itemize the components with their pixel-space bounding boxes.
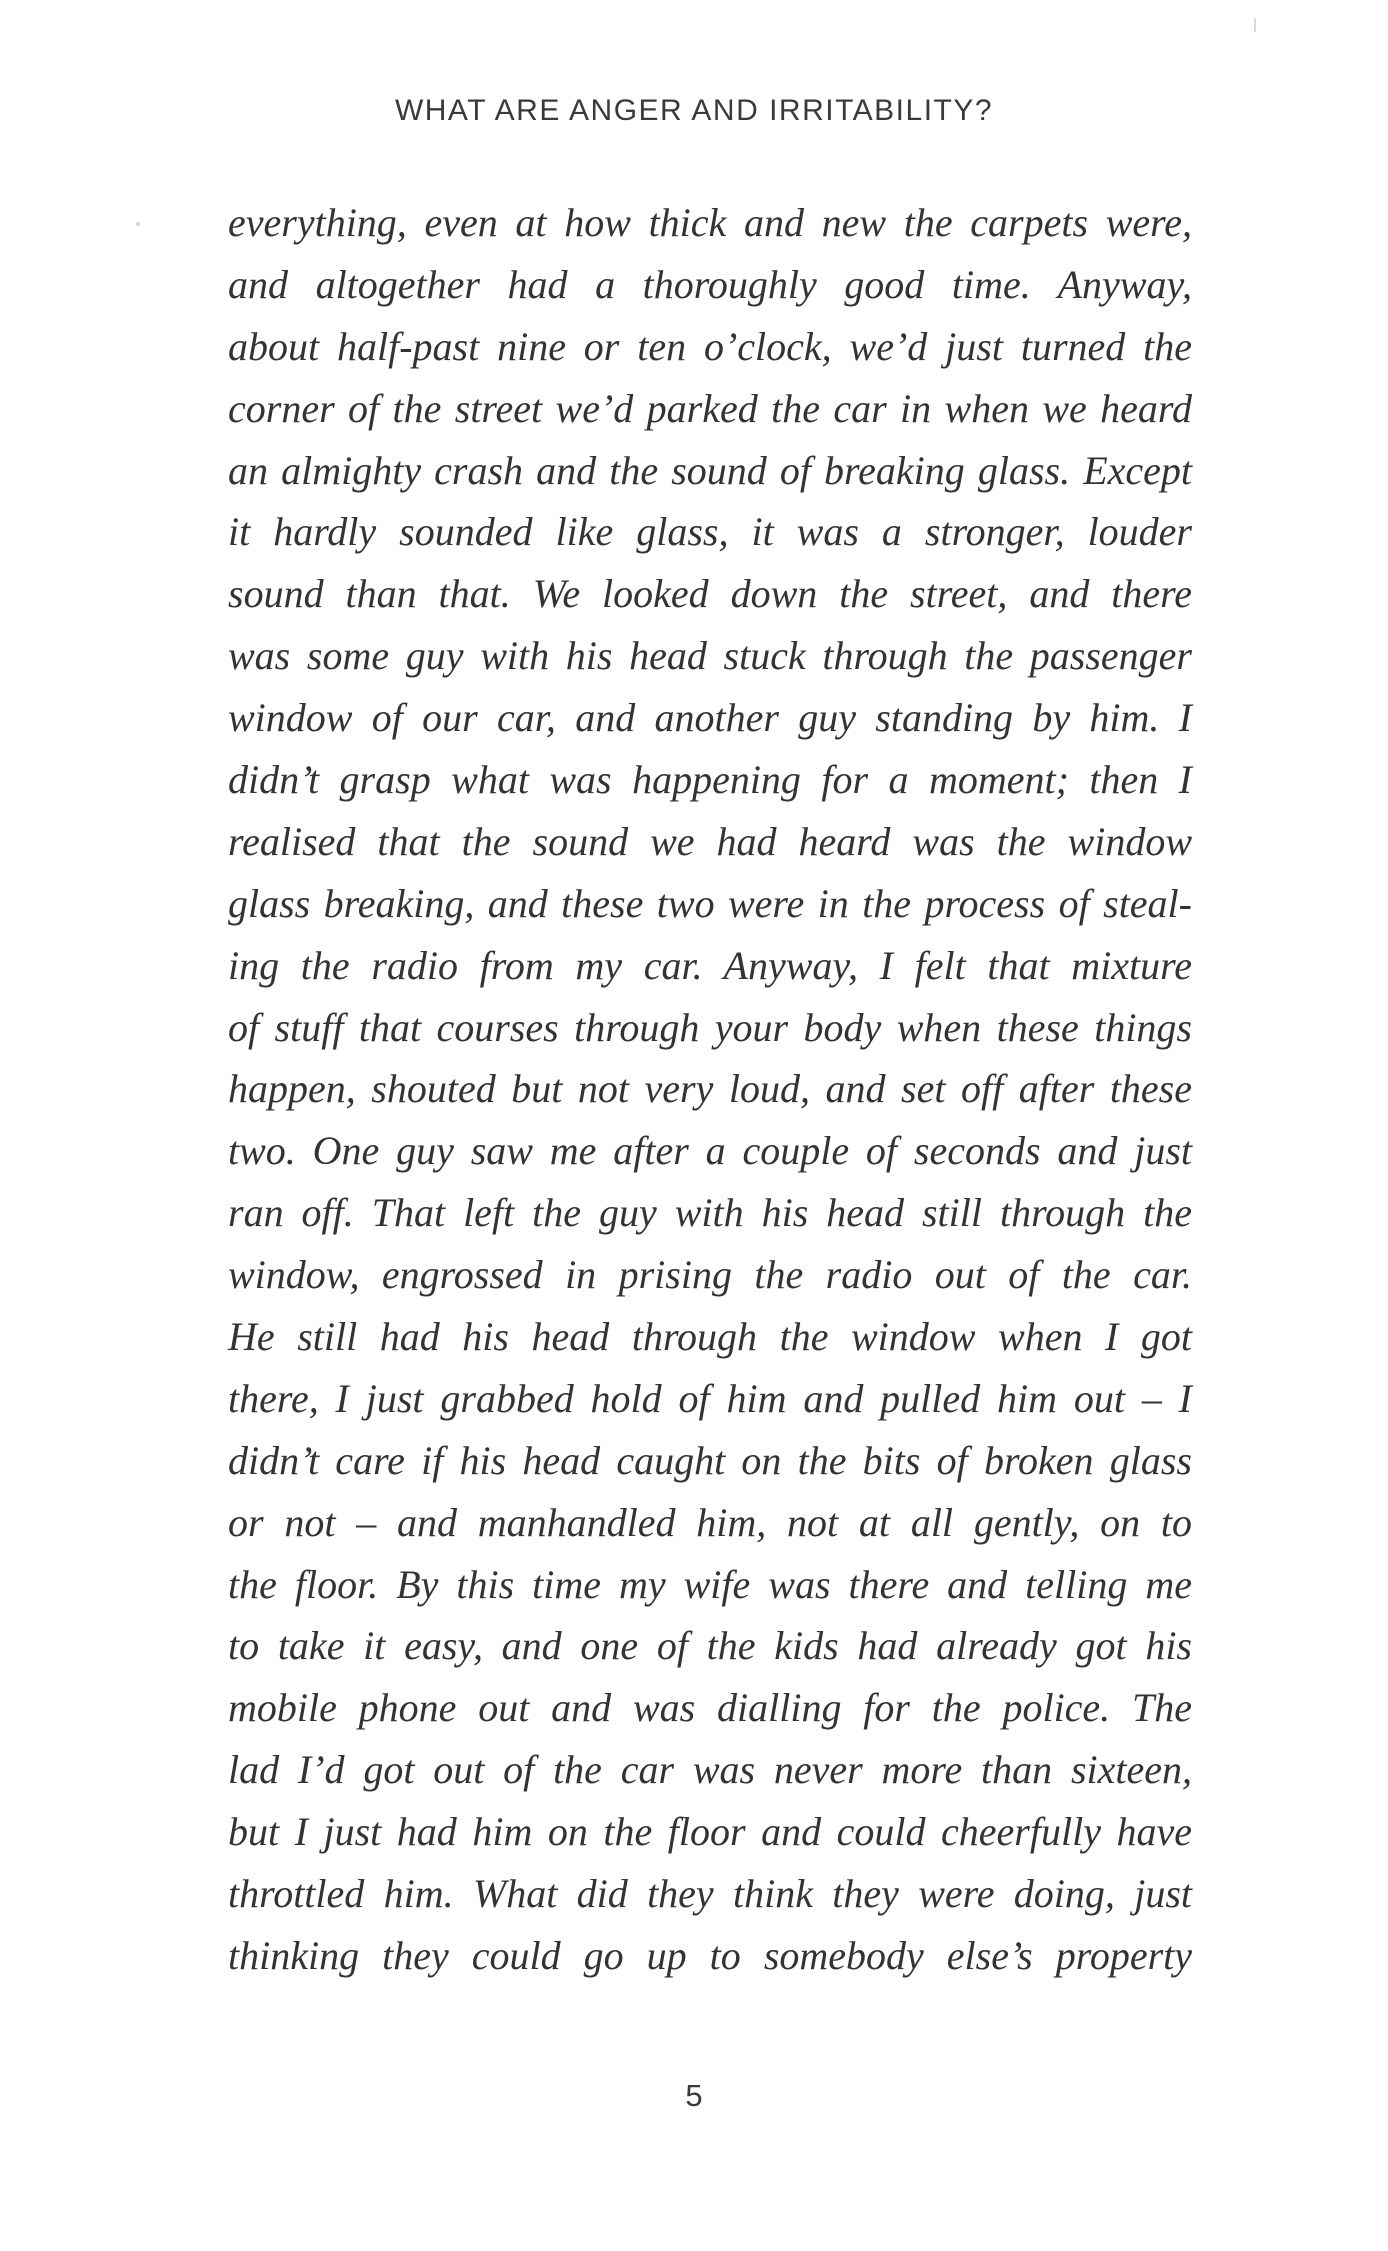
running-head: WHAT ARE ANGER AND IRRITABILITY?: [394, 94, 994, 127]
text-line: window, engrossed in prising the radio out of the car.: [228, 1252, 1192, 1298]
text-line: thinking they could go up to somebody else’s property: [228, 1932, 1192, 1978]
text-line: an almighty crash and the sound of breaking glass. Except: [228, 447, 1192, 493]
scan-mark-left: [136, 222, 140, 226]
text-line: or not – and manhandled him, not at all gently, on to: [228, 1499, 1192, 1545]
text-line: realised that the sound we had heard was the window: [228, 818, 1192, 864]
text-line: throttled him. What did they think they were doing, just: [228, 1871, 1192, 1917]
text-line: but I just had him on the floor and could cheerfully have: [228, 1809, 1192, 1855]
text-line: didn’t grasp what was happening for a moment; then I: [228, 757, 1192, 803]
text-line: glass breaking, and these two were in the process of steal-: [228, 880, 1192, 926]
text-line: of stuff that courses through your body when these things: [228, 1004, 1192, 1050]
scan-mark-top: [1254, 18, 1256, 32]
text-line: corner of the street we’d parked the car in when we heard: [228, 385, 1192, 431]
text-line: everything, even at how thick and new the carpets were,: [228, 200, 1192, 245]
text-line: window of our car, and another guy standing by him. I: [228, 695, 1192, 741]
text-line: about half-past nine or ten o’clock, we’d just turned the: [228, 323, 1192, 369]
text-line: and altogether had a thoroughly good time. Anyway,: [228, 261, 1192, 307]
text-line: He still had his head through the window when I got: [228, 1314, 1192, 1360]
text-line: ran off. That left the guy with his head still through the: [228, 1190, 1192, 1236]
text-line: the floor. By this time my wife was there and telling me: [228, 1561, 1192, 1607]
page-number: 5: [685, 2078, 703, 2113]
text-line: it hardly sounded like glass, it was a stronger, louder: [228, 509, 1192, 555]
body-text: [228, 192, 1192, 1987]
text-line: there, I just grabbed hold of him and pulled him out – I: [228, 1375, 1192, 1421]
text-line: was some guy with his head stuck through the passenger: [228, 633, 1192, 679]
text-line: happen, shouted but not very loud, and set off after these: [228, 1066, 1192, 1112]
text-line: two. One guy saw me after a couple of seconds and just: [228, 1128, 1192, 1174]
text-line: ing the radio from my car. Anyway, I felt that mixture: [228, 942, 1192, 988]
text-line: mobile phone out and was dialling for the police. The: [228, 1685, 1192, 1731]
text-line: sound than that. We looked down the street, and there: [228, 571, 1192, 617]
text-line: to take it easy, and one of the kids had already got his: [228, 1623, 1192, 1669]
text-line: didn’t care if his head caught on the bits of broken glass: [228, 1437, 1192, 1483]
text-line: lad I’d got out of the car was never more than sixteen,: [228, 1747, 1192, 1793]
